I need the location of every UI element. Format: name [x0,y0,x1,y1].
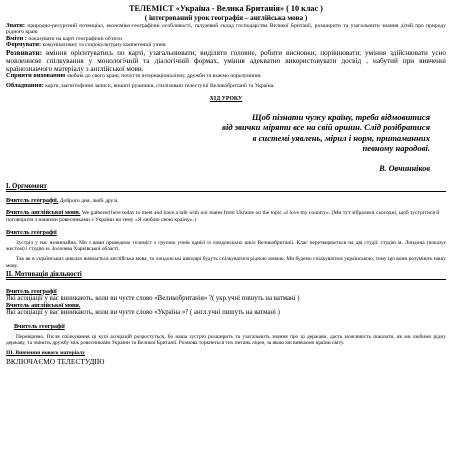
epigraph-line: в системі уявлень, мірил і норм, притаманних [252,132,430,143]
goal-skills-text: показувати на карті географічні об'єкти [28,35,123,42]
goal-develop-text: вміння орієнтуватись по карті, узагальнювати, виділяти головне, робити висновки, порівнювати; уміння здійснювати усно мовленнєве спілкування у монологічній та діалогічній формах, уміння адекватно використовувати досвід , набутий при вивченні країнознавчого матеріалу з англійської мови. [6,48,446,73]
goal-knowledge-text: природно-ресурсний потенціал, економіко-географічні особливості, галузевий склад господарства Великої Британії, розширити та узагальнити знання дітей про природу рідного краю [6,22,446,36]
part2-speaker-geo: Вчитель географії [6,287,57,295]
speech-text: We gathered here today to meet and have a talk with our mates from Ukraine on the topic «I love my country». (Ми тут зібралися сьогодні, щоб зустрітися й поговорити з нашими ровесниками з України на тему «Я люблю свою країну».) [6,210,440,223]
epigraph-line: Щоб пізнати чужу країну, треба відмовитися [251,112,430,123]
goal-educate-label: Сприяти вихованню [6,71,66,79]
speech-text: Доброго дня, любі друзі. [59,197,119,204]
epigraph-line: від звички міряти все на свій аршин. Слід розібратися [222,122,430,133]
epigraph-author: В. Овчинніков [379,163,430,173]
part2-speaker-eng: Вчитель англійської мови. [6,302,81,310]
part2-question-1: Які асоціації у вас виникають, коли ви чуєте слово «Великобританія» ?( укр.учні пишуть на ватмані ) [6,294,300,302]
goal-form-label: Формувати: [6,41,42,49]
document-title: ТЕЛЕМІСТ «Україна - Велика Британія» ( 10 клас ) [129,4,323,13]
goal-develop-label: Розвивати: [6,48,43,57]
lesson-flow-heading: ХІД УРОКУ [209,96,243,103]
part2-speaker-geo-2: Вчитель географії [14,322,65,330]
part2-paragraph: Перевіримо. Після спілкування ці купі асоціацій розростуться, бо наша зустріч розширить та узагальнить знання про ці держави, дасть можливість показати, як ми любимо рідну державу, та змінить дружбу між ровесниками України та Великої Британії. Розмова торкнеться тих питань ліцея, за якою ми вивчаємо країни світу. [6,333,446,347]
epigraph-line: певному народові. [362,143,430,154]
divider [6,191,446,192]
epigraph [126,112,446,154]
goal-form-text: комунікативну та соціокультурну компетенції учнів [42,42,166,49]
goal-equipment [6,83,446,90]
document-subtitle: ( інтегрований урок географія – англійська мова ) [144,13,308,22]
goal-form [6,42,446,49]
part3-heading: ІІІ. Вивчення нового матеріалу [6,350,85,357]
goal-develop [6,49,446,73]
speaker-eng: Вчитель англійської мови. [6,209,81,217]
divider [6,279,446,280]
part1-heading: І. Оргмомент [6,182,47,190]
goal-skills-label: Вміти : [6,34,27,42]
goal-knowledge [6,23,446,36]
goal-knowledge-label: Знати: [6,21,26,29]
part1-eng-line [6,210,446,223]
part3-action: ВКЛЮЧАЄМО ТЕЛЕСТУДІЮ [6,357,105,367]
goal-equipment-label: Обладнання: [6,82,44,90]
speaker-geo-2: Вчитель географії [6,228,57,236]
goal-equipment-text: карти, магнітофонні записи, вишиті рушники, стилізовані телеступії Великобританії та Україна. [45,83,275,90]
speaker-geo: Вчитель географії. [6,196,59,204]
part1-paragraph-1: Зустріч у нас незвичайна. Ми з вами проведемо телеміст з групою учнів однієї із лондонських шкіл Великобританії. Клас перетворюється на дві студії: студію м. Лондона (показує жестом) і студію м. Золочева Харківської області. [6,239,446,253]
part2-heading: ІІ. Мотивація діяльності [6,270,82,278]
part1-geo-line [6,198,446,204]
goal-educate [6,73,446,80]
part1-paragraph-2: Так як в українських школах вивчається англійська мова, то лондонські школярі будуть спілкуватися рідною мовою. Ми будемо спілкуватися українською, тому що вони розуміють нашу мову. [6,256,446,269]
goal-educate-text: любові до свого краю, почуття інтернаціоналізму, дружби та взаємо порозуміння. [66,72,262,79]
part2-question-2: Які асоціації у вас виникають, коли ви чуєте слово «Україна »? ( англ.учні пишуть на ватмані ) [6,309,280,317]
